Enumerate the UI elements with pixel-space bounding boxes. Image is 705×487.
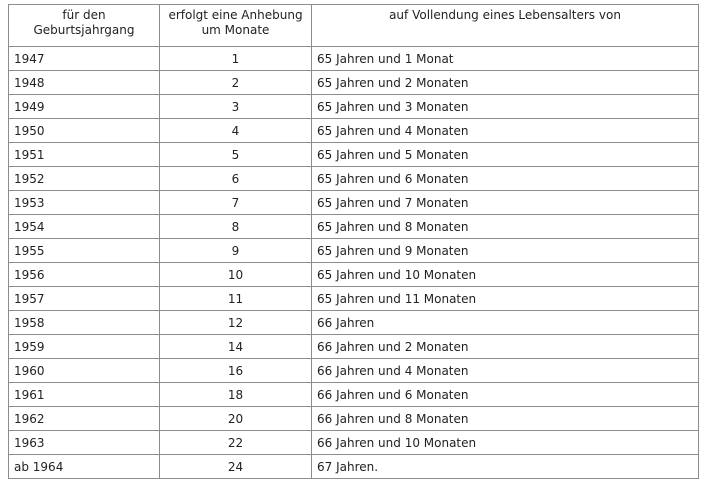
age-cell: 65 Jahren und 8 Monaten (312, 215, 699, 239)
table-row (9, 359, 699, 383)
age-cell: 65 Jahren und 1 Monat (312, 47, 699, 71)
table-row (9, 191, 699, 215)
increase-months-cell: 6 (160, 167, 312, 191)
header-row (9, 5, 699, 47)
table-row (9, 455, 699, 479)
increase-months-cell: 9 (160, 239, 312, 263)
table-row (9, 95, 699, 119)
age-cell: 65 Jahren und 10 Monaten (312, 263, 699, 287)
header-birth-year: für den Geburtsjahrgang (9, 5, 160, 47)
table-row (9, 119, 699, 143)
birth-year-cell: 1957 (9, 287, 160, 311)
birth-year-cell: 1961 (9, 383, 160, 407)
age-cell: 66 Jahren und 2 Monaten (312, 335, 699, 359)
table-row (9, 311, 699, 335)
birth-year-cell: 1953 (9, 191, 160, 215)
table-row (9, 383, 699, 407)
table-header (9, 5, 699, 47)
birth-year-cell: 1952 (9, 167, 160, 191)
table-row (9, 263, 699, 287)
age-cell: 65 Jahren und 11 Monaten (312, 287, 699, 311)
age-cell: 65 Jahren und 7 Monaten (312, 191, 699, 215)
increase-months-cell: 22 (160, 431, 312, 455)
table-row (9, 47, 699, 71)
table-row (9, 287, 699, 311)
increase-months-cell: 5 (160, 143, 312, 167)
birth-year-cell: 1955 (9, 239, 160, 263)
table-row (9, 143, 699, 167)
birth-year-cell: ab 1964 (9, 455, 160, 479)
table-body (9, 47, 699, 479)
birth-year-cell: 1947 (9, 47, 160, 71)
increase-months-cell: 24 (160, 455, 312, 479)
birth-year-cell: 1951 (9, 143, 160, 167)
birth-year-cell: 1958 (9, 311, 160, 335)
increase-months-cell: 18 (160, 383, 312, 407)
age-cell: 67 Jahren. (312, 455, 699, 479)
age-cell: 66 Jahren und 4 Monaten (312, 359, 699, 383)
table-row (9, 167, 699, 191)
birth-year-cell: 1948 (9, 71, 160, 95)
birth-year-cell: 1960 (9, 359, 160, 383)
birth-year-cell: 1962 (9, 407, 160, 431)
header-age: auf Vollendung eines Lebensalters von (312, 5, 699, 47)
table-row (9, 335, 699, 359)
age-cell: 66 Jahren und 10 Monaten (312, 431, 699, 455)
table-row (9, 215, 699, 239)
document-page (8, 4, 698, 479)
increase-months-cell: 4 (160, 119, 312, 143)
birth-year-cell: 1959 (9, 335, 160, 359)
age-cell: 65 Jahren und 4 Monaten (312, 119, 699, 143)
birth-year-cell: 1956 (9, 263, 160, 287)
table-row (9, 407, 699, 431)
increase-months-cell: 7 (160, 191, 312, 215)
birth-year-cell: 1949 (9, 95, 160, 119)
increase-months-cell: 10 (160, 263, 312, 287)
birth-year-cell: 1954 (9, 215, 160, 239)
age-cell: 66 Jahren und 6 Monaten (312, 383, 699, 407)
increase-months-cell: 12 (160, 311, 312, 335)
age-cell: 65 Jahren und 9 Monaten (312, 239, 699, 263)
header-increase-months: erfolgt eine Anhebung um Monate (160, 5, 312, 47)
age-cell: 65 Jahren und 2 Monaten (312, 71, 699, 95)
table-row (9, 431, 699, 455)
increase-months-cell: 14 (160, 335, 312, 359)
increase-months-cell: 20 (160, 407, 312, 431)
birth-year-cell: 1950 (9, 119, 160, 143)
increase-months-cell: 2 (160, 71, 312, 95)
birth-year-cell: 1963 (9, 431, 160, 455)
age-cell: 65 Jahren und 6 Monaten (312, 167, 699, 191)
increase-months-cell: 16 (160, 359, 312, 383)
table-row (9, 71, 699, 95)
table-row (9, 239, 699, 263)
increase-months-cell: 3 (160, 95, 312, 119)
age-cell: 66 Jahren und 8 Monaten (312, 407, 699, 431)
increase-months-cell: 11 (160, 287, 312, 311)
increase-months-cell: 1 (160, 47, 312, 71)
age-cell: 66 Jahren (312, 311, 699, 335)
age-cell: 65 Jahren und 5 Monaten (312, 143, 699, 167)
age-cell: 65 Jahren und 3 Monaten (312, 95, 699, 119)
increase-months-cell: 8 (160, 215, 312, 239)
retirement-age-table (8, 4, 699, 479)
